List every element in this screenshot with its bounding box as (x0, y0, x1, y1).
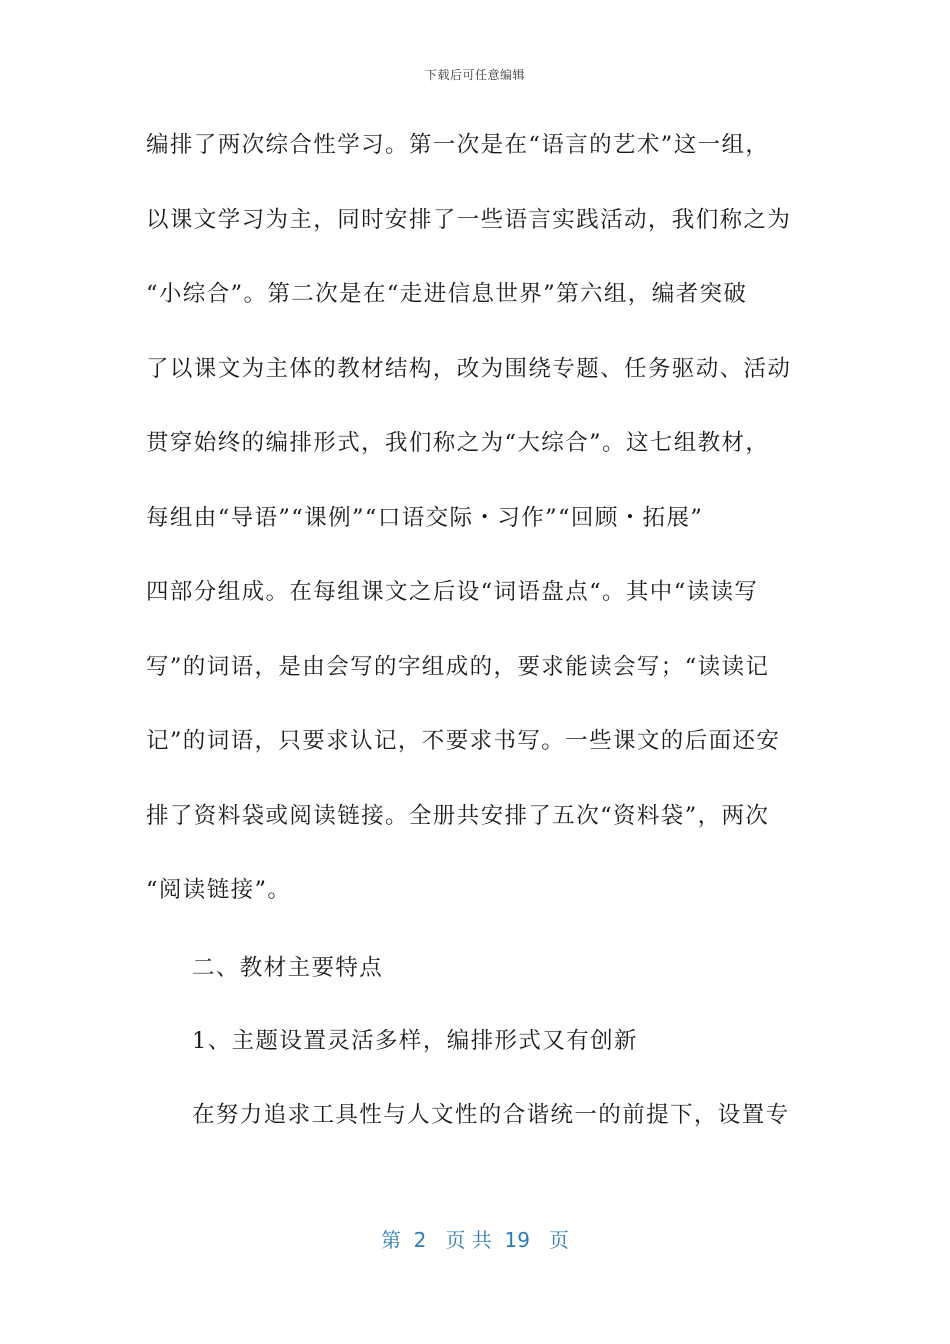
paragraph-line: 以课文学习为主，同时安排了一些语言实践活动，我们称之为 (146, 206, 792, 233)
paragraph-line: “小综合”。第二次是在“走进信息世界”第六组，编者突破 (146, 281, 748, 307)
section-subheading: 1、主题设置灵活多样，编排形式又有创新 (192, 1028, 638, 1054)
paragraph-line: 了以课文为主体的教材结构，改为围绕专题、任务驱动、活动 (146, 355, 792, 382)
paragraph-line: 记”的词语，只要求认记，不要求书写。一些课文的后面还安 (146, 728, 781, 754)
page-number-footer: 第 2 页 共 19 页 (380, 1228, 570, 1252)
section-paragraph-start: 在努力追求工具性与人文性的合谐统一的前提下，设置专 (192, 1102, 790, 1128)
paragraph-line: 编排了两次综合性学习。第一次是在“语言的艺术”这一组， (146, 132, 770, 158)
paragraph-line: 排了资料袋或阅读链接。全册共安排了五次“资料袋”，两次 (146, 802, 770, 829)
section-heading: 二、教材主要特点 (192, 955, 384, 981)
paragraph-line: 四部分组成。在每组课文之后设“词语盘点“。其中“读读写 (146, 579, 759, 605)
paragraph-line: 贯穿始终的编排形式，我们称之为“大综合”。这七组教材， (146, 430, 770, 456)
page-header: 下载后可任意编辑 (424, 68, 525, 82)
paragraph-line: 写”的词语，是由会写的字组成的，要求能读会写；“读读记 (146, 653, 770, 680)
body-paragraph (146, 108, 806, 928)
paragraph-line: “阅读链接”。 (146, 877, 292, 903)
paragraph-line: 每组由“导语”“课例”“口语交际・习作”“回顾・拓展” (146, 504, 704, 531)
